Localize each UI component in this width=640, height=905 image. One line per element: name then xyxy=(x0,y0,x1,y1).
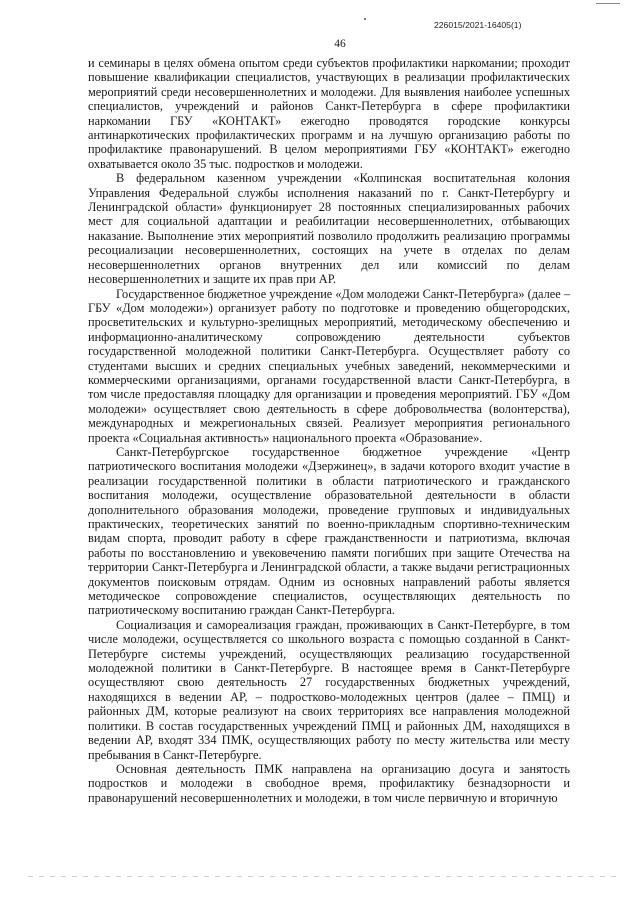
paragraph-dzerzhinets-center: Санкт-Петербургское государственное бюджетное учреждение «Центр патриотического воспитания молодежи «Дзержинец», в задачи которого входит участие в реализации государственной политики в области патриотического и гражданского воспитания молодежи, осуществление образовательной деятельности в области дополнительного образования молодежи, проведение групповых и индивидуальных практических, теоретических занятий по военно-прикладным спортивно-техническим видам спорта, проводит работу в сфере гражданственности и патриотизма, включая работы по восстановлению и увековечению памяти погибших при защите Отечества на территории Санкт-Петербурга и Ленинградской области, а также выдачи регистрационных документов поисковым отрядам. Одним из основных направлений работы является методическое сопровождение специалистов, осуществляющих деятельность по патриотическому воспитанию граждан Санкт-Петербурга. xyxy=(88,444,570,618)
paragraph-kolpino-colony: В федеральном казенном учреждении «Колпинская воспитательная колония Управления Федеральной службы исполнения наказаний по г. Санкт-Петербургу и Ленинградской области» функционирует 28 постоянных специализированных рабочих мест для социальной адаптации и реабилитации несовершеннолетних, отбывающих наказание. Выполнение этих мероприятий позволило продолжить реализацию программы ресоциализации несовершеннолетних, состоящих на учете в отделах по делам несовершеннолетних органов внутренних дел или комиссий по делам несовершеннолетних и защите их прав при АР. xyxy=(88,171,570,287)
document-body xyxy=(88,56,570,805)
page-number: 46 xyxy=(334,38,346,50)
scan-bottom-edge xyxy=(28,876,618,877)
scan-speck xyxy=(364,18,366,20)
scan-edge-mark xyxy=(596,3,620,4)
paragraph-continued: и семинары в целях обмена опытом среди субъектов профилактики наркомании; проходит повышение квалификации специалистов, участвующих в реализации профилактических мероприятий среди несовершеннолетних и молодежи. Для выявления наиболее успешных специалистов, учреждений и районов Санкт-Петербурга в сфере профилактики наркомании ГБУ «КОНТАКТ» ежегодно проводятся городские конкурсы антинаркотических профилактических программ и на лучшую организацию работы по профилактике правонарушений. В целом мероприятиями ГБУ «КОНТАКТ» ежегодно охватывается около 35 тыс. подростков и молодежи. xyxy=(88,56,570,171)
paragraph-youth-house: Государственное бюджетное учреждение «Дом молодежи Санкт-Петербурга» (далее – ГБУ «Дом молодежи») организует работу по подготовке и проведению общегородских, просветительских и культурно-зрелищных мероприятий, методическому обеспечению и информационно-аналитическому сопровождению деятельности субъектов государственной молодежной политики Санкт-Петербурга. Осуществляет работу со студентами высших и средних специальных учебных заведений, некоммерческими и коммерческими организациями, органами государственной власти Санкт-Петербурга, в том числе предоставляя площадку для организации и проведения мероприятий. ГБУ «Дом молодежи» осуществляет свою деятельность в сфере добровольчества (волонтерства), международных и межрегиональных связей. Реализует мероприятия регионального проекта «Социальная активность» национального проекта «Образование». xyxy=(88,286,570,445)
paragraph-pmk-activity: Основная деятельность ПМК направлена на организацию досуга и занятость подростков и молодежи в свободное время, профилактику безнадзорности и правонарушений несовершеннолетних и молодежи, в том числе первичную и вторичную xyxy=(88,761,570,805)
paragraph-socialization: Социализация и самореализация граждан, проживающих в Санкт-Петербурге, в том числе молодежи, осуществляется со школьного возраста с помощью созданной в Санкт-Петербурге системы учреждений, осуществляющих реализацию государственной молодежной политики в Санкт-Петербурге. В настоящее время в Санкт-Петербурге осуществляют свою деятельность 27 государственных бюджетных учреждений, находящихся в ведении АР, – подростково-молодежных центров (далее – ПМЦ) и районных ДМ, которые реализуют на своих территориях все направления молодежной политики. В состав государственных учреждений ПМЦ и районных ДМ, находящихся в ведении АР, входят 334 ПМК, осуществляющих работу по месту жительства или месту пребывания в Санкт-Петербурге. xyxy=(88,617,570,762)
document-id: 226015/2021-16405(1) xyxy=(434,20,522,30)
